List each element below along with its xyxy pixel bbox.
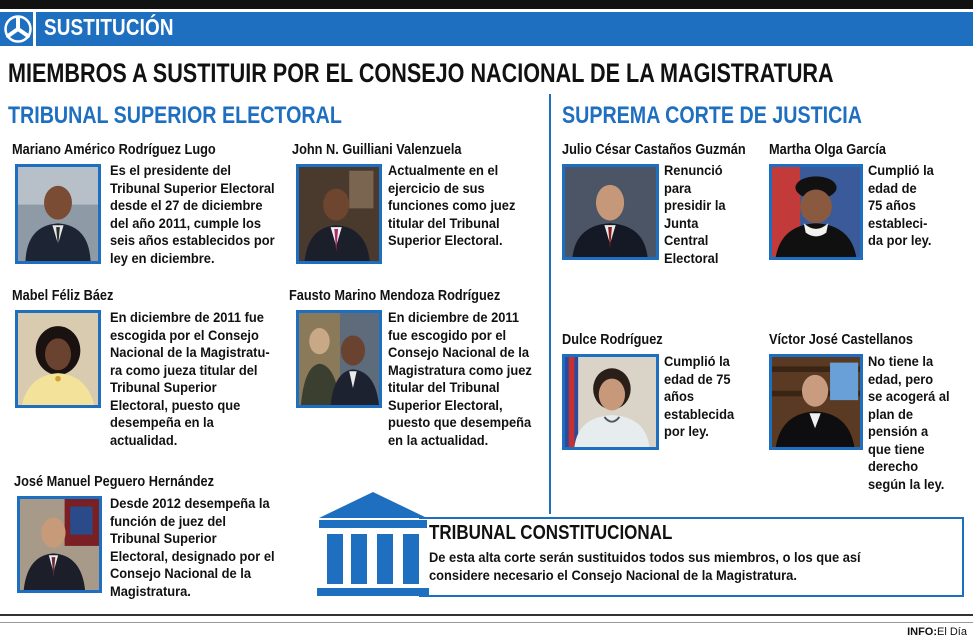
member-description: En diciembre de 2011 fue escogido por el Consejo Nacional de la Magistratura como juez titular del Tribunal Superior Electoral, puesto que desempeña en la actualidad. [388,309,532,448]
section-label: SUSTITUCIÓN [44,14,174,40]
member-description: En diciembre de 2011 fue escogida por el Consejo Nacional de la Magistratu- ra como jueza titular del Tribunal Superior Electoral, puesto que desempeña en la actualidad. [110,309,270,448]
logo-icon [0,12,36,46]
member-description: Es el presidente del Tribunal Superior Electoral desde el 27 de diciembre del año 2011, cumple los seis años establecidos por ley en diciembre. [110,162,275,266]
member-photo [562,164,659,260]
member-photo [296,310,382,408]
member-name: Julio César Castaños Guzmán [562,142,746,158]
right-column-title: SUPREMA CORTE DE JUSTICIA [562,102,862,129]
credit-label: INFO: [907,626,938,638]
member-description: Desde 2012 desempeña la función de juez del Tribunal Superior Electoral, designado por el Consejo Nacional de la Magistratura. [110,495,275,599]
member-name: Martha Olga García [769,142,887,158]
left-column-title: TRIBUNAL SUPERIOR ELECTORAL [8,102,342,129]
member-description: Renunció para presidir la Junta Central Electoral [664,162,726,266]
constitutional-title: TRIBUNAL CONSTITUCIONAL [429,522,673,544]
source-credit [907,626,967,638]
member-name: Dulce Rodríguez [562,332,663,348]
member-description: Actualmente en el ejercicio de sus funciones como juez titular del Tribunal Superior Electoral. [388,162,516,248]
member-photo [296,164,382,264]
member-photo [15,164,101,264]
courthouse-icon [313,490,433,600]
constitutional-text: De esta alta corte serán sustituidos todos sus miembros, o los que así considere necesario el Consejo Nacional de la Magistratura. [429,549,861,583]
member-name: José Manuel Peguero Hernández [14,474,214,490]
member-photo [769,164,863,260]
member-photo [562,354,659,450]
member-photo [769,354,863,450]
member-name: Mariano Américo Rodríguez Lugo [12,142,216,158]
credit-source: El Día [937,626,967,638]
member-name: John N. Guilliani Valenzuela [292,142,462,158]
member-name: Mabel Féliz Báez [12,288,114,304]
main-title: MIEMBROS A SUSTITUIR POR EL CONSEJO NACIONAL DE LA MAGISTRATURA [8,58,834,88]
top-black-bar [0,0,973,9]
member-name: Fausto Marino Mendoza Rodríguez [289,288,501,304]
member-name: Víctor José Castellanos [769,332,913,348]
footer-rule-thin [0,622,973,623]
member-description: Cumplió la edad de 75 años establecida por ley. [664,353,735,439]
member-photo [15,310,101,408]
member-description: Cumplió la edad de 75 años estableci- da por ley. [868,162,934,248]
column-divider [549,94,551,514]
member-description: No tiene la edad, pero se acogerá al plan de pensión a que tiene derecho según la ley. [868,353,950,492]
footer-rule [0,614,973,616]
member-photo [17,496,102,593]
